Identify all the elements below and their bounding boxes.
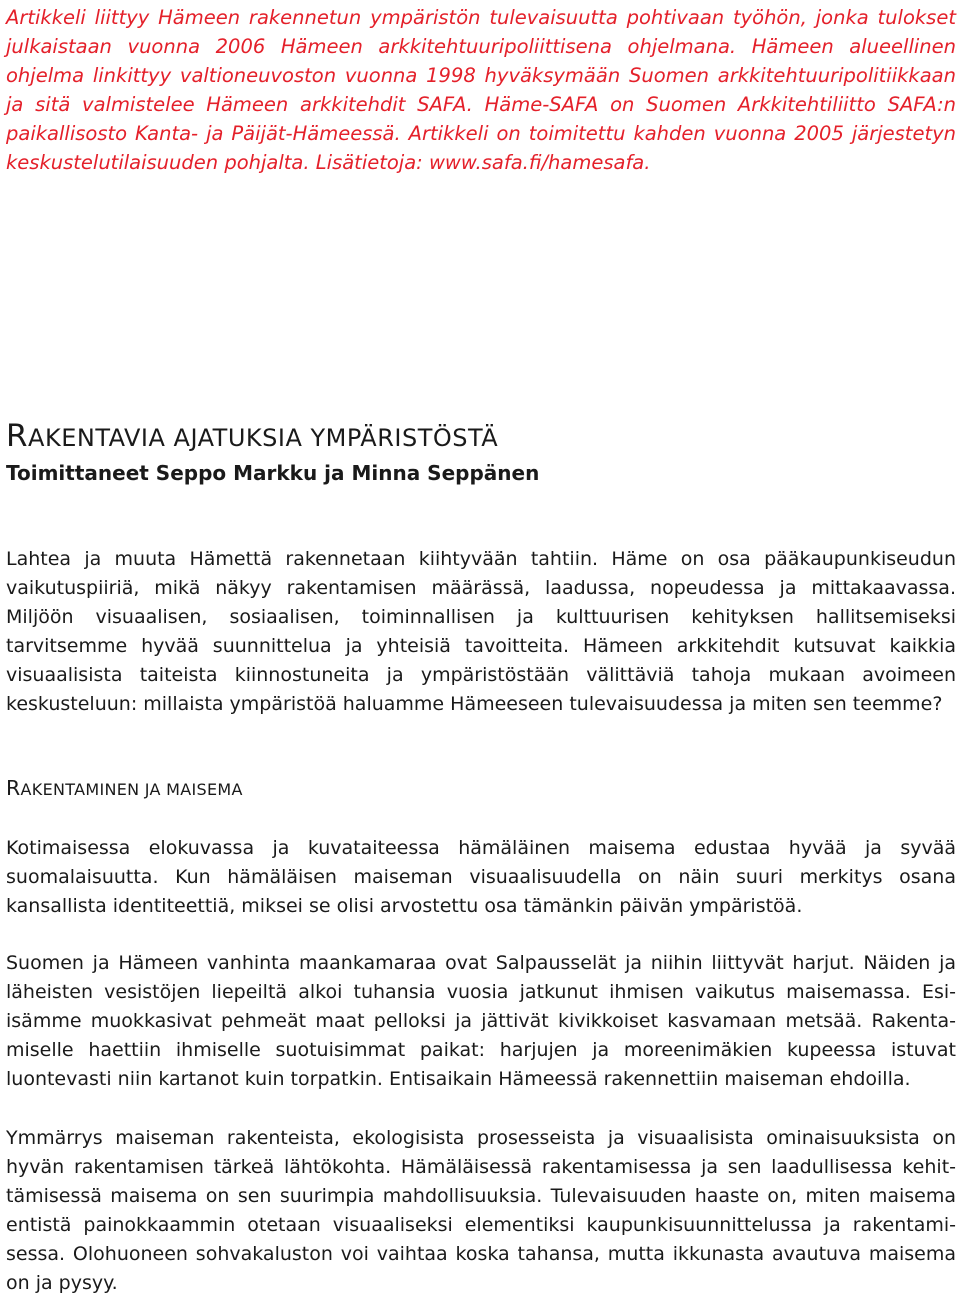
article-title-rest: AKENTAVIA AJATUKSIA YMPÄRISTÖSTÄ	[28, 424, 499, 452]
section-title-rest: AKENTAMINEN JA MAISEMA	[20, 780, 243, 799]
lead-paragraph: Lahtea ja muuta Hämettä rakennetaan kiihtyvään tahtiin. Häme on osa pääkaupunkiseudun vaikutuspiiriä, mikä näkyy rakentamisen määrässä, laadussa, nopeudessa ja mittakaavassa. Miljöön visuaalisen, sosiaalisen, toiminnallisen ja kulttuurisen kehityksen hallitsemiseksi tarvitsemme hyvää suunnittelua ja yhteisiä tavoitteita. Hämeen arkkitehdit kutsuvat kaikkia visuaalisista taiteista kiinnostuneita ja ympäristöstään välittäviä tahoja mukaan avoimeen keskusteluun: millaista ympäristöä haluamme Hämeeseen tulevaisuudessa ja miten sen teemme?	[6, 548, 956, 715]
section-title-initial: R	[6, 776, 21, 800]
article-editors: Toimittaneet Seppo Markku ja Minna Seppänen	[6, 461, 540, 485]
body-paragraph: Suomen ja Hämeen vanhinta maankamaraa ovat Salpausselät ja niihin liittyvät harjut. Näiden ja läheisten vesistöjen liepeiltä alkoi tuhansia vuosia jatkunut ihmisen vaikutus maisemassa. Esiisämme muokkasivat pehmeät maat pelloksi ja jättivät kivikkoiset kasvamaan metsää. Rakentamiselle haettiin ihmiselle suotuisimmat paikat: harjujen ja moreenimäkien kupeessa istuvat luontevasti niin kartanot kuin torpatkin. Entisaikain Hämeessä rakennettiin maiseman ehdoilla.	[6, 952, 956, 1090]
section-title	[6, 776, 243, 800]
intro-paragraph: Artikkeli liittyy Hämeen rakennetun ympäristön tulevaisuutta pohtivaan työhön, jonka tulokset julkaistaan vuonna 2006 Hämeen arkkitehtuuripoliittisena ohjelmana. Hämeen alueellinen ohjelma linkittyy valtioneuvoston vuonna 1998 hyväksymään Suomen arkkitehtuuripolitiikkaan ja sitä valmistelee Hämeen arkkitehdit SAFA. Häme-SAFA on Suomen Arkkitehtiliitto SAFA:n paikallisosto Kanta- ja Päijät-Hämeessä. Artikkeli on toimitettu kahden vuonna 2005 järjestetyn keskustelutilaisuuden pohjalta. Lisätietoja: www.safa.fi/hamesafa.	[6, 6, 956, 174]
document-page	[6, 0, 956, 1294]
body-paragraph: Kotimaisessa elokuvassa ja kuvataiteessa hämäläinen maisema edustaa hyvää ja syvää suomalaisuutta. Kun hämäläisen maiseman visuaalisuudella on näin suuri merkitys osana kansallista identiteettiä, miksei se olisi arvostettu osa tämänkin päivän ympäristöä.	[6, 837, 956, 917]
article-title	[6, 418, 498, 454]
body-paragraph: Ymmärrys maiseman rakenteista, ekologisista prosesseista ja visuaalisista ominaisuuksista on hyvän rakentamisen tärkeä lähtökohta. Hämäläisessä rakentamisessa ja sen laadullisessa kehittämisessä maisema on sen suurimpia mahdollisuuksia. Tulevaisuuden haaste on, miten maisema entistä painokkaammin otetaan visuaaliseksi elementiksi kaupunkisuunnittelussa ja rakentamisessa. Olohuoneen sohvakaluston voi vaihtaa koska tahansa, mutta ikkunasta avautuva maisema on ja pysyy.	[6, 1127, 956, 1294]
article-title-initial: R	[6, 418, 29, 454]
